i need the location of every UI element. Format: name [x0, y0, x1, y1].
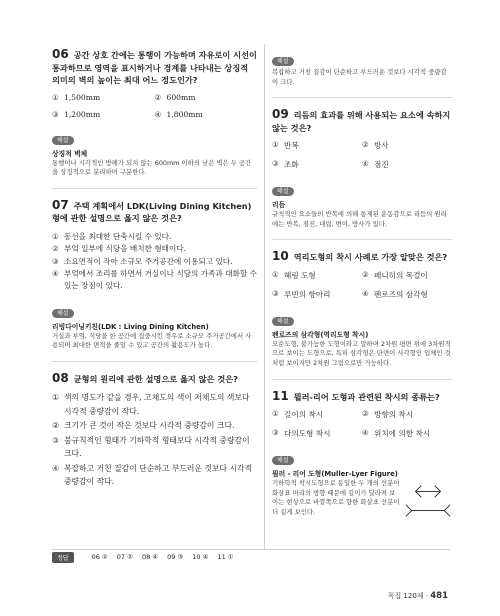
option-text: 600mm: [166, 92, 196, 102]
option-text: 복잡하고 거친 질감이 단순하고 부드러운 것보다 시각적 중량감이 작다.: [64, 463, 253, 487]
option-number: ④: [362, 159, 369, 169]
options: [272, 409, 452, 439]
option-text: 반복: [284, 141, 299, 151]
option-text: 방향의 착시: [374, 410, 414, 420]
separator: [52, 361, 257, 362]
right-column: [272, 48, 452, 523]
option-text: 소요면적이 작아 소규모 주거공간에 이용되고 있다.: [64, 256, 233, 266]
option-number: ②: [52, 244, 59, 254]
option-text: 부엌에서 조리를 하면서 거실이나 식당의 가족과 대화할 수 있는 장점이 있다.: [64, 269, 257, 291]
option-number: ④: [362, 288, 369, 298]
question-text: 균형의 원리에 관한 설명으로 옳지 않은 것은?: [73, 373, 238, 384]
question-07: [52, 199, 257, 351]
option-2[interactable]: [155, 93, 258, 102]
explanation-text: 기하학적 착시도형으로 동일한 두 개의 선분이 화살표 머리의 방향 때문에 길이가 달라져 보이는 현상으로 바깥쪽으로 향한 화살표 선분이 더 길게 보인다.: [272, 479, 400, 516]
explanation-badge: 해설: [52, 309, 74, 318]
option-number: ③: [272, 159, 279, 169]
option-number: ③: [272, 428, 279, 438]
option-number: ①: [272, 140, 279, 150]
option-text: 불규칙적인 형태가 기하학적 형태보다 시각적 중량감이 크다.: [64, 435, 250, 459]
question-07-stem: [52, 199, 257, 225]
answer-label: 정답: [52, 552, 74, 563]
question-11-stem: [272, 390, 452, 404]
question-number: 08: [52, 370, 69, 385]
explanation-badge: 해설: [272, 317, 294, 326]
option-3[interactable]: [52, 110, 155, 119]
explanation-badge: 해설: [272, 187, 294, 196]
option-4[interactable]: [155, 110, 258, 119]
options: [272, 140, 452, 170]
option-1[interactable]: [52, 93, 155, 102]
explanation-badge: 해설: [272, 57, 294, 66]
answer-item: 08 ④: [141, 553, 159, 561]
option-text: 점진: [374, 160, 389, 170]
book-title: 꼭집 120제 ·: [387, 592, 429, 600]
option-number: ③: [52, 256, 59, 266]
option-number: ①: [52, 92, 59, 102]
explanation: [272, 178, 452, 229]
option-1[interactable]: [272, 270, 362, 281]
page-number: 481: [430, 591, 448, 601]
answer-item: 09 ③: [167, 553, 184, 561]
question-text: 주택 계획에서 LDK(Living Dining Kitchen)형에 관한 설명으로 옳지 않은 것은?: [52, 200, 252, 224]
option-text: 방사: [374, 141, 389, 151]
option-number: ③: [272, 288, 279, 298]
explanation-text: 모순도형, 불가능한 도형이라고 말하며 2차원 평면 위에 3차원적으로 보이는 도형으로, 특히 삼각형은 단면이 사각형인 입체인 것처럼 보이지만 2차원 그림으로만 가능하다.: [272, 339, 451, 368]
option-text: 조화: [284, 160, 299, 170]
option-number: ④: [52, 269, 59, 279]
option-number: ③: [52, 435, 59, 445]
explanation-text: 복잡하고 거친 질감이 단순하고 부드러운 것보다 시각적 중량감이 크다.: [272, 68, 447, 86]
option-4[interactable]: [362, 159, 452, 170]
option-number: ②: [362, 409, 369, 419]
option-number: ①: [52, 231, 59, 241]
answer-key-bar: [52, 549, 450, 564]
options: [52, 231, 257, 292]
option-text: 크기가 큰 것이 작은 것보다 시각적 중량감이 크다.: [64, 421, 235, 431]
question-number: 06: [52, 47, 69, 61]
explanation: [52, 127, 257, 178]
column-divider: [264, 44, 265, 549]
question-10: [272, 250, 452, 368]
option-4[interactable]: [52, 268, 257, 291]
question-09-stem: [272, 108, 452, 134]
option-number: ①: [52, 393, 59, 403]
option-text: 색의 명도가 같을 경우, 고채도의 색이 저채도의 색보다 시각적 중량감이 작다.: [64, 393, 250, 416]
question-08-explanation: [272, 48, 452, 87]
option-text: 펜로즈의 삼각형: [374, 289, 428, 299]
option-3[interactable]: [272, 428, 362, 439]
options: [272, 270, 452, 300]
explanation-title: 리듬: [272, 201, 286, 210]
separator: [272, 379, 452, 380]
option-2[interactable]: [362, 140, 452, 151]
answer-item: 06 ②: [91, 553, 108, 561]
answer-item: 10 ④: [192, 553, 209, 561]
page-footer: [388, 591, 448, 601]
option-1[interactable]: [52, 231, 257, 243]
option-3[interactable]: [52, 256, 257, 268]
option-text: 길이의 착시: [284, 410, 324, 420]
option-4[interactable]: [362, 289, 452, 300]
option-4[interactable]: [362, 428, 452, 439]
option-number: ②: [52, 421, 59, 431]
option-1[interactable]: [272, 140, 362, 151]
option-number: ②: [362, 140, 369, 150]
question-number: 10: [272, 249, 289, 264]
option-text: 헤링 도형: [284, 270, 316, 280]
options: [52, 391, 257, 489]
question-09: [272, 108, 452, 229]
separator: [52, 188, 257, 189]
option-text: 다의도형 착시: [284, 429, 331, 439]
explanation-title: 리빙다이닝키친(LDK : Living Dining Kitchen): [52, 322, 209, 331]
explanation: [272, 308, 452, 369]
explanation-title: 상징적 벽체: [52, 149, 88, 158]
option-text: 1,200mm: [64, 109, 101, 119]
explanation: [52, 300, 257, 351]
answer-item: 11 ①: [217, 553, 234, 561]
question-08: [52, 372, 257, 489]
options: [52, 93, 257, 119]
option-number: ④: [52, 463, 59, 473]
question-text: 공간 상호 간에는 통행이 가능하며 자유로이 시선이 통과하므로 영역을 표시하거나 경계를 나타내는 상징적 의미의 벽의 높이는 최대 어느 정도인가?: [52, 50, 257, 85]
explanation-text: 규칙적인 요소들의 반복에 의해 통제된 운동감으로 리듬의 원리에는 반복, 점진, 대립, 변이, 방사가 있다.: [272, 210, 447, 228]
explanation-text: 통행이나 시각적인 방해가 되지 않는 600mm 이하의 낮은 벽은 두 공간을 상징적으로 분리하며 구분한다.: [52, 158, 252, 177]
question-10-stem: [272, 250, 452, 264]
option-number: ④: [154, 109, 162, 119]
option-1[interactable]: [52, 391, 257, 418]
option-2[interactable]: [362, 270, 452, 281]
explanation: [272, 447, 452, 523]
question-11: [272, 390, 452, 524]
question-06: [52, 48, 257, 178]
option-2[interactable]: [362, 409, 452, 420]
option-number: ②: [362, 269, 369, 279]
separator: [272, 97, 452, 98]
option-number: ②: [154, 92, 162, 102]
option-4[interactable]: [52, 462, 257, 489]
option-number: ①: [272, 409, 279, 419]
muller-lyer-figure-icon: [404, 479, 452, 523]
option-1[interactable]: [272, 409, 362, 420]
option-2[interactable]: [52, 419, 257, 433]
question-number: 11: [272, 388, 289, 403]
option-3[interactable]: [52, 434, 257, 461]
question-text: 리듬의 효과를 위해 사용되는 요소에 속하지 않는 것은?: [272, 110, 451, 133]
option-number: ①: [272, 269, 279, 279]
option-2[interactable]: [52, 243, 257, 255]
question-number: 07: [52, 197, 69, 212]
explanation-badge: 해설: [52, 136, 74, 145]
question-text: 뮐러-리어 도형과 관련된 착시의 종류는?: [293, 391, 440, 402]
explanation-text: 거실과 부엌, 식당을 한 공간에 집중시킨 경우로 소규모 주거공간에서 사용되며 최대한 면적을 줄일 수 있고 공간의 활용도가 높다.: [52, 331, 252, 350]
answer-item: 07 ②: [116, 553, 133, 561]
left-column: [52, 48, 257, 490]
option-text: 1,800mm: [166, 109, 203, 119]
option-text: 페니히의 목걸이: [374, 270, 428, 280]
explanation-title: 뮐러 - 리어 도형(Muller-Lyer Figure): [272, 470, 398, 479]
option-text: 1,500mm: [64, 92, 101, 102]
question-text: 역리도형의 착시 사례로 가장 알맞은 것은?: [293, 252, 448, 263]
question-number: 09: [272, 107, 289, 122]
option-number: ④: [362, 428, 369, 438]
option-3[interactable]: [272, 289, 362, 300]
option-3[interactable]: [272, 159, 362, 170]
question-06-stem: [52, 48, 257, 87]
option-text: 위치에 의한 착시: [374, 429, 431, 439]
option-text: 동선을 최대한 단축시킬 수 있다.: [64, 231, 172, 241]
explanation-title: 펜로즈의 삼각형(역리도형 착시): [272, 330, 369, 339]
explanation-badge: 해설: [272, 456, 294, 465]
option-text: 루빈의 항아리: [284, 289, 331, 299]
separator: [272, 239, 452, 240]
option-number: ③: [52, 109, 59, 119]
option-text: 부엌 일부에 식당을 배치한 형태이다.: [64, 244, 187, 254]
question-08-stem: [52, 372, 257, 386]
